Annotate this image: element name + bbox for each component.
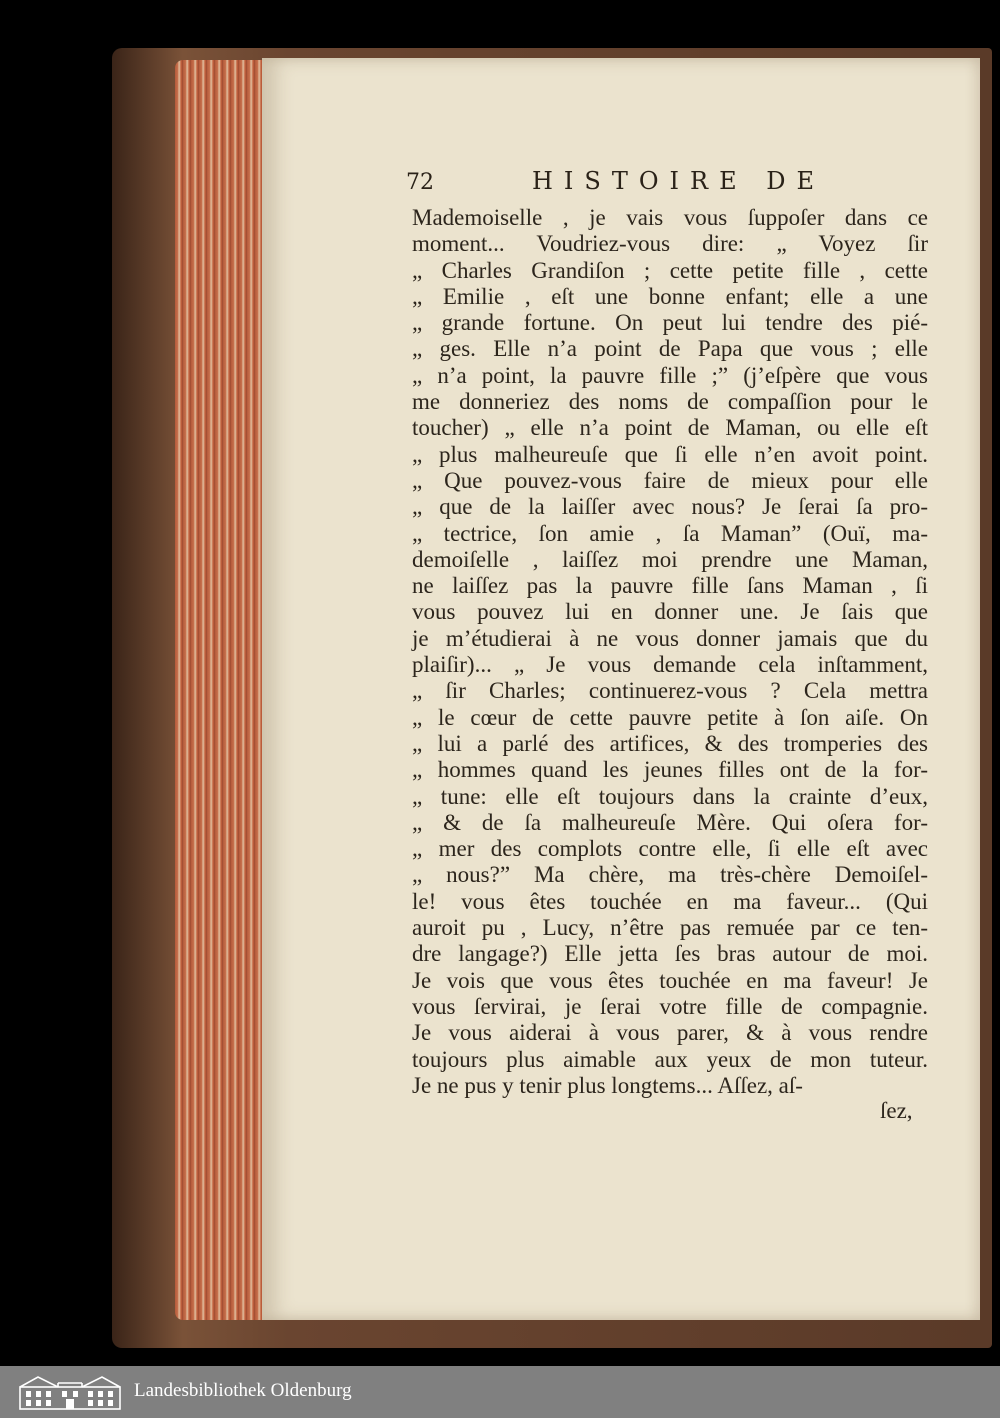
text-line: Mademoiselle , je vais vous ſuppoſer dans ce (412, 205, 928, 230)
library-name: Landesbibliothek Oldenburg (134, 1380, 352, 1401)
text-line: toujours plus aimable aux yeux de mon tuteur. (412, 1046, 928, 1072)
text-line: „ tune: elle eſt toujours dans la crainte d’eux, (412, 783, 928, 809)
page-body-text (412, 205, 928, 1099)
text-line: le! vous êtes touchée en ma faveur... (Qui (412, 888, 928, 914)
text-line: „ Charles Grandiſon ; cette petite fille , cette (412, 257, 928, 283)
catchword: ſez, (880, 1098, 913, 1123)
text-line: Je vous aiderai à vous parer, & à vous rendre (412, 1020, 928, 1046)
library-building-icon (18, 1373, 122, 1411)
text-line: „ & de ſa malheureuſe Mère. Qui oſera for- (412, 809, 928, 835)
text-line: „ nous?” Ma chère, ma très-chère Demoiſel- (412, 862, 928, 888)
page-edges (175, 60, 275, 1320)
text-line: „ n’a point, la pauvre fille ;” (j’eſpère que vous (412, 362, 928, 388)
text-line: ne laiſſez pas la pauvre fille ſans Maman , ſi (412, 573, 928, 599)
text-line: je m’étudierai à ne vous donner jamais que du (412, 625, 928, 651)
page-number: 72 (406, 170, 434, 195)
text-line: „ Que pouvez-vous faire de mieux pour elle (412, 467, 928, 493)
text-line: „ hommes quand les jeunes filles ont de la for- (412, 757, 928, 783)
text-line: moment... Voudriez-vous dire: „ Voyez ſir (412, 231, 928, 257)
text-line: auroit pu , Lucy, n’être pas remuée par ce ten- (412, 915, 928, 941)
text-line: vous ſervirai, je ſerai votre fille de compagnie. (412, 993, 928, 1019)
text-line: „ grande fortune. On peut lui tendre des pié- (412, 310, 928, 336)
text-line: dre langage?) Elle jetta ſes bras autour de moi. (412, 941, 928, 967)
text-line: „ que de la laiſſer avec nous? Je ſerai ſa pro- (412, 494, 928, 520)
text-line: „ le cœur de cette pauvre petite à ſon aiſe. On (412, 704, 928, 730)
text-line: me donneriez des noms de compaſſion pour le (412, 389, 928, 415)
text-line: „ Emilie , eſt une bonne enfant; elle a une (412, 283, 928, 309)
text-line: demoiſelle , laiſſez moi prendre une Maman, (412, 546, 928, 572)
text-line: „ lui a parlé des artifices, & des tromperies des (412, 730, 928, 756)
running-head: HISTOIRE DE (532, 167, 825, 195)
text-line: Je vois que vous êtes touchée en ma faveur! Je (412, 967, 928, 993)
text-line: vous pouvez lui en donner une. Je ſais que (412, 599, 928, 625)
text-line: „ plus malheureuſe que ſi elle n’en avoit point. (412, 441, 928, 467)
text-line: „ mer des complots contre elle, ſi elle eſt avec (412, 836, 928, 862)
text-line: toucher) „ elle n’a point de Maman, ou elle eſt (412, 415, 928, 441)
text-line: plaiſir)... „ Je vous demande cela inſtamment, (412, 652, 928, 678)
text-line: „ tectrice, ſon amie , ſa Maman” (Ouï, ma- (412, 520, 928, 546)
text-line: Je ne pus y tenir plus longtems... Aſſez, aſ- (412, 1072, 803, 1098)
text-line: „ ſir Charles; continuerez-vous ? Cela mettra (412, 678, 928, 704)
text-line: „ ges. Elle n’a point de Papa que vous ; elle (412, 336, 928, 362)
